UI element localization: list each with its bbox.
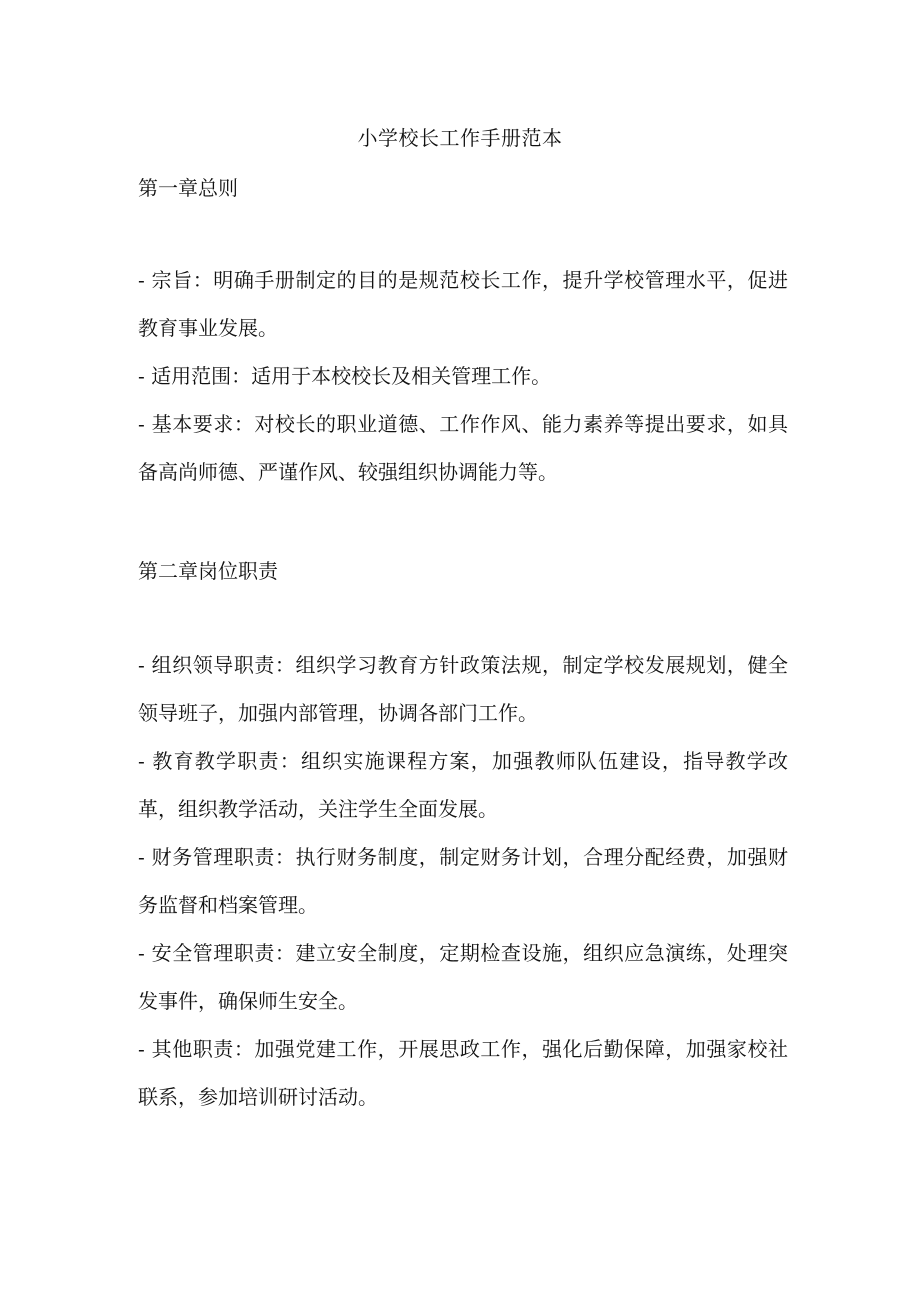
paragraph-finance-duties: - 财务管理职责：执行财务制度，制定财务计划，合理分配经费，加强财务监督和档案管理。 xyxy=(138,845,788,917)
chapter-heading-general: 第一章总则 xyxy=(138,176,238,200)
paragraph-basic-requirements: - 基本要求：对校长的职业道德、工作作风、能力素养等提出要求，如具备高尚师德、严谨作风、较强组织协调能力等。 xyxy=(138,412,788,484)
chapter-heading-duties: 第二章岗位职责 xyxy=(138,559,278,583)
paragraph-purpose: - 宗旨：明确手册制定的目的是规范校长工作，提升学校管理水平，促进教育事业发展。 xyxy=(138,268,788,340)
document-title: 小学校长工作手册范本 xyxy=(357,126,563,150)
paragraph-scope: - 适用范围：适用于本校校长及相关管理工作。 xyxy=(138,364,552,388)
paragraph-teaching-duties: - 教育教学职责：组织实施课程方案，加强教师队伍建设，指导教学改革，组织教学活动，关注学生全面发展。 xyxy=(138,749,788,821)
paragraph-leadership-duties: - 组织领导职责：组织学习教育方针政策法规，制定学校发展规划，健全领导班子，加强内部管理，协调各部门工作。 xyxy=(138,653,788,725)
paragraph-other-duties: - 其他职责：加强党建工作，开展思政工作，强化后勤保障，加强家校社联系，参加培训研讨活动。 xyxy=(138,1037,788,1109)
paragraph-safety-duties: - 安全管理职责：建立安全制度，定期检查设施，组织应急演练，处理突发事件，确保师生安全。 xyxy=(138,941,788,1013)
